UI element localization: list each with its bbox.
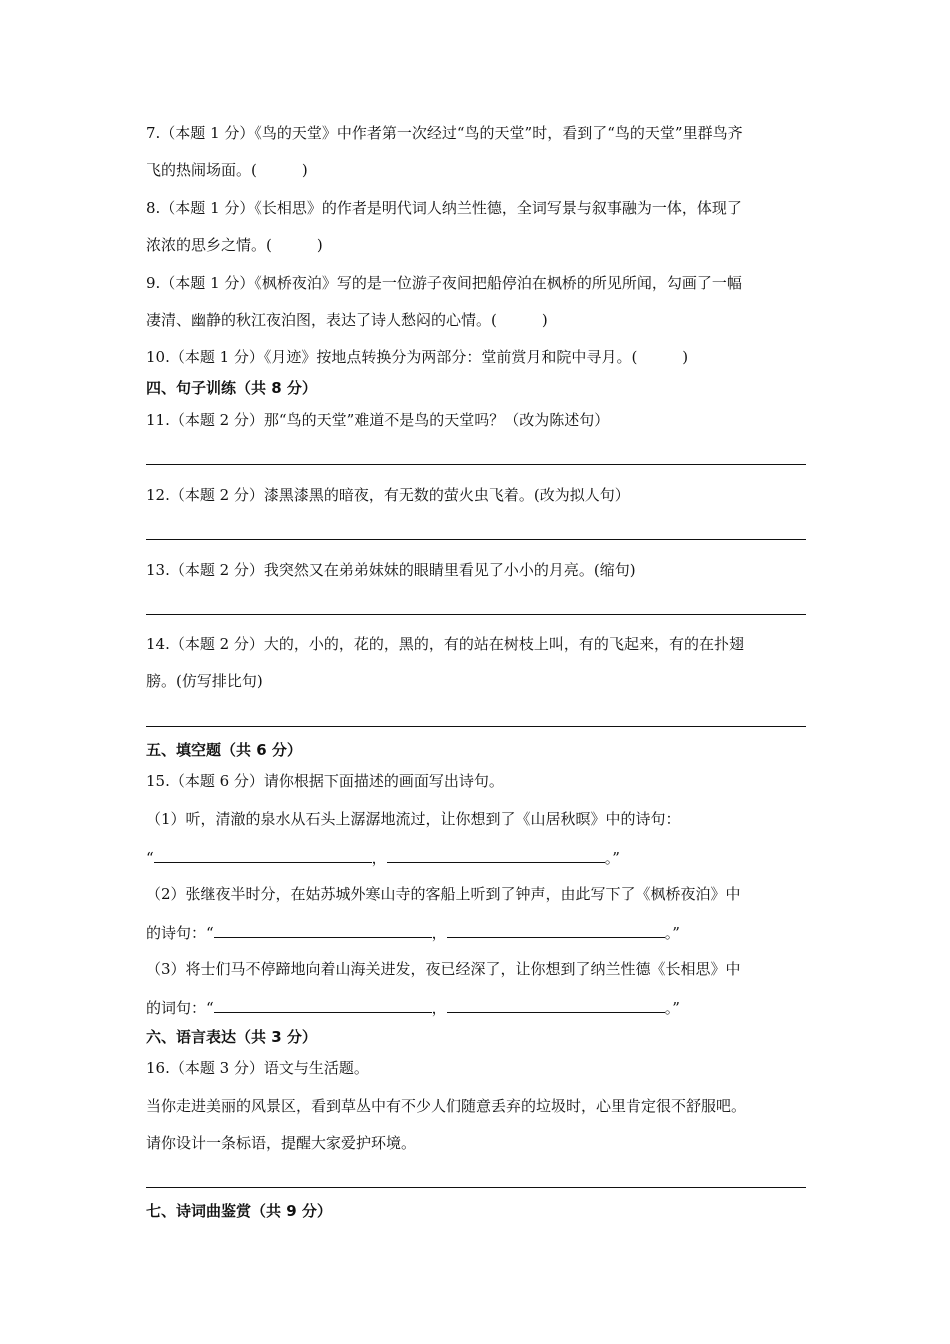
q15-part2-line1: （2）张继夜半时分，在姑苏城外寒山寺的客船上听到了钟声，由此写下了《枫桥夜泊》中	[146, 885, 741, 903]
q7-line1: 7.（本题 1 分）《鸟的天堂》中作者第一次经过“鸟的天堂”时，看到了“鸟的天堂”里群鸟齐	[146, 124, 743, 142]
q11-answer-line[interactable]	[146, 464, 806, 465]
q8-line1: 8.（本题 1 分）《长相思》的作者是明代词人纳兰性德，全词写景与叙事融为一体，体现了	[146, 199, 742, 217]
q10-line1: 10.（本题 1 分）《月迹》按地点转换分为两部分：堂前赏月和院中寻月。( )	[146, 348, 689, 366]
q15-part2-prefix: 的诗句：“	[146, 924, 214, 942]
section-6-heading: 六、语言表达（共 3 分）	[146, 1028, 317, 1046]
q15-part2-blank-2[interactable]	[447, 921, 665, 938]
q15-part1-close: 。”	[604, 849, 620, 867]
q7-line2: 飞的热闹场面。( )	[146, 161, 308, 179]
q15-intro: 15.（本题 6 分）请你根据下面描述的画面写出诗句。	[146, 772, 504, 790]
q8-line2: 浓浓的思乡之情。( )	[146, 236, 323, 254]
q16-intro: 16.（本题 3 分）语文与生活题。	[146, 1059, 369, 1077]
q9-line1: 9.（本题 1 分）《枫桥夜泊》写的是一位游子夜间把船停泊在枫桥的所见所闻，勾画了一幅	[146, 274, 742, 292]
q9-line2: 凄清、幽静的秋江夜泊图，表达了诗人愁闷的心情。( )	[146, 311, 548, 329]
q11-line1: 11.（本题 2 分）那“鸟的天堂”难道不是鸟的天堂吗？（改为陈述句）	[146, 411, 610, 429]
section-7-heading: 七、诗词曲鉴赏（共 9 分）	[146, 1202, 332, 1220]
q15-part1-comma: ，	[371, 849, 387, 867]
q12-answer-line[interactable]	[146, 539, 806, 540]
q13-answer-line[interactable]	[146, 614, 806, 615]
q12-line1: 12.（本题 2 分）漆黑漆黑的暗夜，有无数的萤火虫飞着。(改为拟人句）	[146, 486, 630, 504]
q15-part3-prefix: 的词句：“	[146, 999, 214, 1017]
q15-part1-open-quote: “	[146, 849, 154, 867]
q13-line1: 13.（本题 2 分）我突然又在弟弟妹妹的眼睛里看见了小小的月亮。(缩句)	[146, 561, 636, 579]
q16-answer-line[interactable]	[146, 1187, 806, 1188]
q15-part2-comma: ，	[431, 924, 447, 942]
q15-part3-blank-1[interactable]	[214, 996, 432, 1013]
q15-part3-comma: ，	[431, 999, 447, 1017]
q14-line2: 膀。(仿写排比句)	[146, 672, 263, 690]
q15-part3-close: 。”	[664, 999, 680, 1017]
q15-part2-close: 。”	[664, 924, 680, 942]
q15-part1-blank-1[interactable]	[154, 846, 372, 863]
q15-part1-line1: （1）听，清澈的泉水从石头上潺潺地流过，让你想到了《山居秋暝》中的诗句：	[146, 810, 681, 828]
section-4-heading: 四、句子训练（共 8 分）	[146, 379, 317, 397]
q15-part1-blank-2[interactable]	[387, 846, 605, 863]
q15-part3-blank-2[interactable]	[447, 996, 665, 1013]
q14-answer-line[interactable]	[146, 726, 806, 727]
q15-part2-blank-1[interactable]	[214, 921, 432, 938]
q15-part3-blanks	[146, 996, 680, 1018]
q15-part2-blanks	[146, 921, 680, 943]
q15-part1-blanks	[146, 846, 620, 868]
q14-line1: 14.（本题 2 分）大的，小的，花的，黑的，有的站在树枝上叫，有的飞起来，有的在扑翅	[146, 635, 744, 653]
section-5-heading: 五、填空题（共 6 分）	[146, 741, 302, 759]
q16-line2: 请你设计一条标语，提醒大家爱护环境。	[146, 1134, 417, 1152]
q16-line1: 当你走进美丽的风景区，看到草丛中有不少人们随意丢弃的垃圾时，心里肯定很不舒服吧。	[146, 1097, 747, 1115]
q15-part3-line1: （3）将士们马不停蹄地向着山海关进发，夜已经深了，让你想到了纳兰性德《长相思》中	[146, 960, 741, 978]
